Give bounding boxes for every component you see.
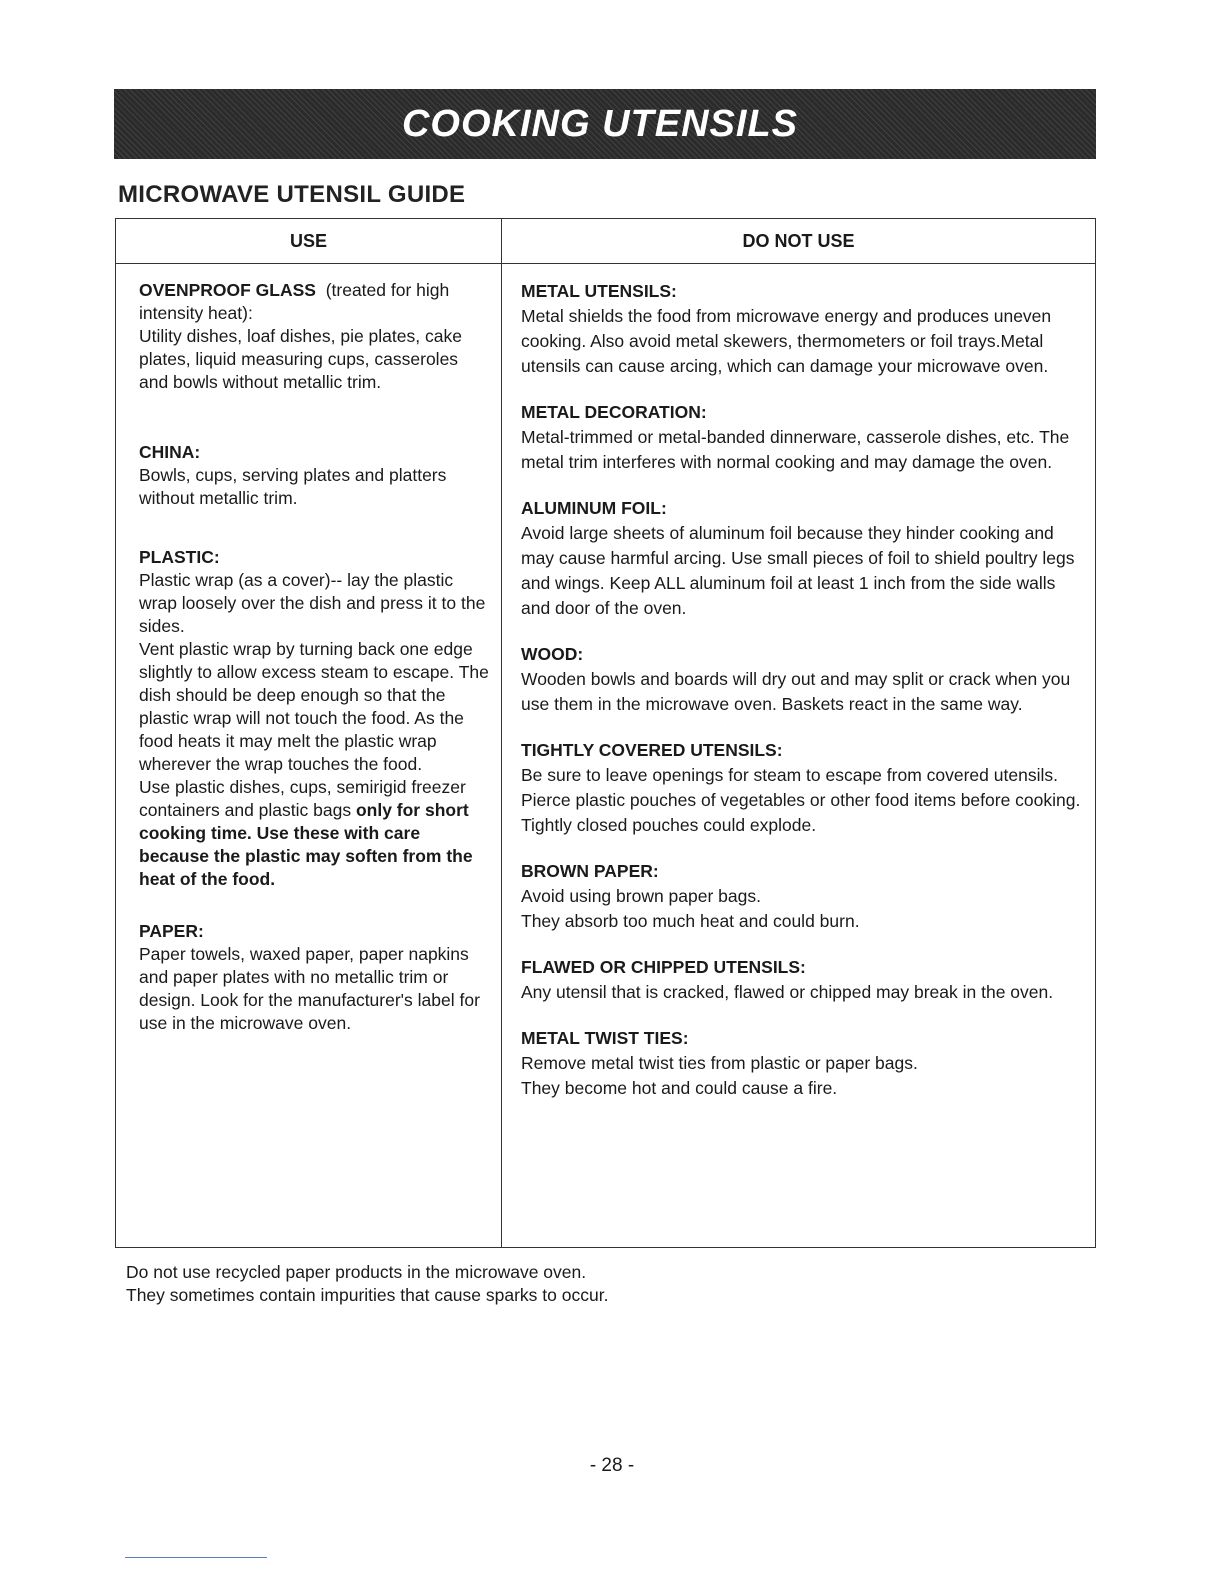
entry-metal-utensils <box>521 279 1081 379</box>
entry-body: They become hot and could cause a fire. <box>521 1078 838 1098</box>
banner-title: COOKING UTENSILS <box>401 102 799 145</box>
entry-heading: CHINA: <box>139 442 201 462</box>
section-title: MICROWAVE UTENSIL GUIDE <box>118 181 466 208</box>
entry-note: (treated for high intensity heat): <box>139 280 450 323</box>
entry-body: Use plastic dishes, cups, semirigid freezer containers and plastic bags <box>139 777 466 820</box>
entry-heading: METAL DECORATION: <box>521 402 707 422</box>
entry-heading: FLAWED OR CHIPPED UTENSILS: <box>521 957 806 977</box>
entry-heading: PLASTIC: <box>139 547 220 567</box>
entry-body: Remove metal twist ties from plastic or paper bags. <box>521 1053 918 1073</box>
entry-body: Plastic wrap (as a cover)-- lay the plastic wrap loosely over the dish and press it to the sides. <box>139 570 486 636</box>
entry-aluminum-foil <box>521 496 1081 621</box>
bottom-rule <box>125 1557 267 1558</box>
entry-heading: TIGHTLY COVERED UTENSILS: <box>521 740 783 760</box>
entry-heading: ALUMINUM FOIL: <box>521 498 667 518</box>
page-number: - 28 - <box>589 1455 635 1476</box>
footnote-line: Do not use recycled paper products in the microwave oven. <box>126 1262 587 1282</box>
entry-body: Metal shields the food from microwave energy and produces uneven cooking. Also avoid metal skewers, thermometers or foil trays.Metal utensils can cause arcing, which can damage your microwave oven. <box>521 306 1052 376</box>
entry-body: Bowls, cups, serving plates and platters without metallic trim. <box>139 465 447 508</box>
entry-body: Be sure to leave openings for steam to escape from covered utensils. Pierce plastic pouches of vegetables or other food items before cooking. Tightly closed pouches could explode. <box>521 765 1081 835</box>
entry-plastic <box>139 546 491 891</box>
entry-body: Paper towels, waxed paper, paper napkins and paper plates with no metallic trim or design. Look for the manufacturer's label for use in the microwave oven. <box>139 944 480 1033</box>
entry-metal-twist-ties <box>521 1026 1081 1101</box>
entry-china <box>139 441 491 510</box>
entry-flawed-utensils <box>521 955 1081 1005</box>
entry-body: Metal-trimmed or metal-banded dinnerware, casserole dishes, etc. The metal trim interferes with normal cooking and may damage the oven. <box>521 427 1070 472</box>
use-column <box>116 264 502 1248</box>
entry-tightly-covered-utensils <box>521 738 1081 838</box>
entry-heading: METAL UTENSILS: <box>521 281 677 301</box>
entry-body: Avoid using brown paper bags. <box>521 886 761 906</box>
entry-body: Vent plastic wrap by turning back one edge slightly to allow excess steam to escape. The dish should be deep enough so that the plastic wrap will not touch the food. As the food heats it may melt the plastic wrap wherever the wrap touches the food. <box>139 639 489 774</box>
footnote-line: They sometimes contain impurities that cause sparks to occur. <box>126 1285 609 1305</box>
page-banner <box>114 89 1096 159</box>
footnote <box>126 1261 608 1307</box>
entry-heading: METAL TWIST TIES: <box>521 1028 689 1048</box>
entry-body: Wooden bowls and boards will dry out and may split or crack when you use them in the microwave oven. Baskets react in the same way. <box>521 669 1071 714</box>
entry-warning: only for short cooking time. Use these with care because the plastic may soften from the heat of the food. <box>139 800 473 889</box>
entry-heading: PAPER: <box>139 921 204 941</box>
entry-paper <box>139 920 491 1035</box>
entry-heading: BROWN PAPER: <box>521 861 659 881</box>
entry-body: Avoid large sheets of aluminum foil because they hinder cooking and may cause harmful arcing. Use small pieces of foil to shield poultry legs and wings. Keep ALL aluminum foil at least 1 inch from the side walls and door of the oven. <box>521 523 1075 618</box>
entry-heading: WOOD: <box>521 644 584 664</box>
entry-metal-decoration <box>521 400 1081 475</box>
entry-body: Any utensil that is cracked, flawed or chipped may break in the oven. <box>521 982 1054 1002</box>
entry-ovenproof-glass <box>139 279 491 394</box>
entry-body: Utility dishes, loaf dishes, pie plates, cake plates, liquid measuring cups, casseroles and bowls without metallic trim. <box>139 326 462 392</box>
entry-body: They absorb too much heat and could burn. <box>521 911 860 931</box>
utensil-guide-table <box>115 218 1096 1248</box>
entry-heading: OVENPROOF GLASS <box>139 280 316 300</box>
header-do-not-use: DO NOT USE <box>502 219 1096 264</box>
header-use: USE <box>116 219 502 264</box>
do-not-use-column <box>502 264 1096 1248</box>
entry-brown-paper <box>521 859 1081 934</box>
entry-wood <box>521 642 1081 717</box>
